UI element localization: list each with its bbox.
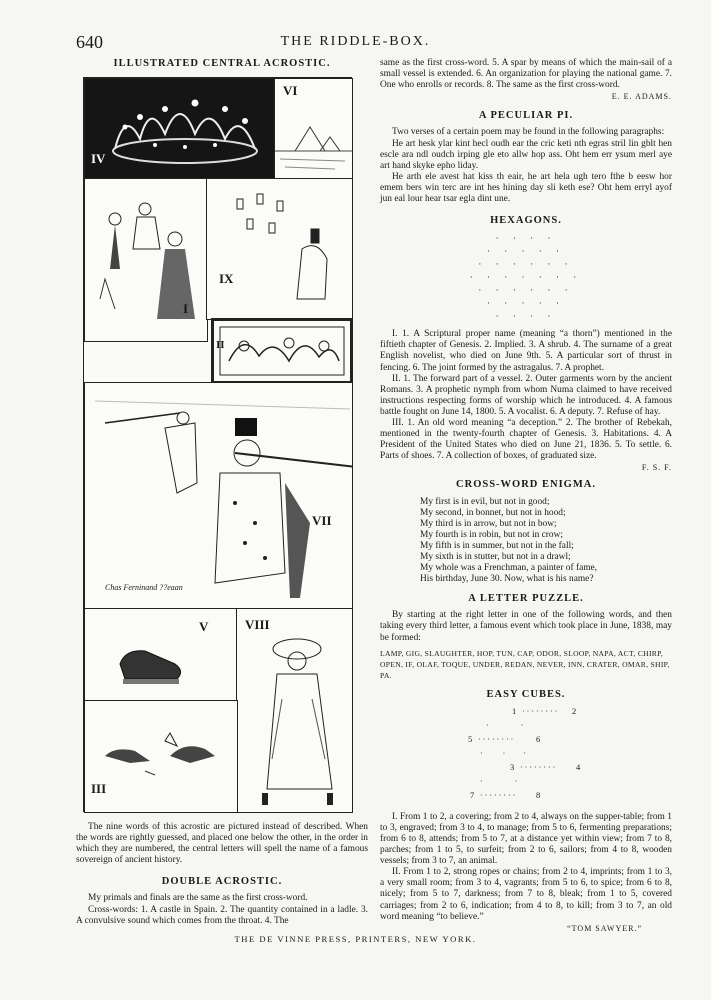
letter-puzzle-intro: By starting at the right letter in one of the following words, and then taking every third letter, a famous event which took place in June, 1838, may be formed: [380, 610, 672, 643]
double-acrostic-title: DOUBLE ACROSTIC. [161, 876, 283, 888]
enigma-line: My fifth is in summer, but not in the fall; [420, 540, 574, 551]
cubes-2-clues: II. From 1 to 2, strong ropes or chains; from 2 to 4, imprints; from 1 to 3, a very small room; from 3 to 4, vagrants; from 5 to 6, to spice; from 6 to 8, nicely; from 5 to 7, darkness; from 7 to 8, bleak; from 1 to 5, covered carriages; from 2 to 6, indication; from 4 to 8, to kill; from 3 to 7, an old word meaning “to believe.” [380, 867, 672, 922]
cube-label-4: 4 [576, 761, 581, 772]
cube-label-6: 6 [536, 733, 541, 744]
panel-shoe [84, 608, 238, 702]
cubes-1-clues: I. From 1 to 2, a covering; from 2 to 4, always on the supper-table; from 1 to 3, engraved; from 3 to 4, to manage; from 5 to 6, fermenting preparations; from 6 to 8, attends; from 5 to 7, at a distance yet within view; from 7 to 8, parches; from 1 to 5, to surfeit; from 2 to 6, sailors; from 4 to 8, wooden vessels; from 3 to 7, an animal. [380, 811, 672, 867]
numeral-vi: VI [283, 83, 298, 98]
left-column [76, 58, 368, 927]
double-acrostic-continued: same as the first cross-word. 5. A spar by means of which the main-sail of a small vessel is extended. 6. An organization for playing the national game. 7. One who enrolls or records. 8. The same as the first cross-word. [380, 58, 672, 91]
dancers-drawing [85, 179, 207, 341]
cube-dots: · · · · · · · · [522, 706, 558, 716]
cube-label-3: 3 [510, 761, 515, 772]
shoe-drawing [85, 609, 237, 701]
numeral-vii: VII [312, 513, 332, 528]
panel-crown [84, 78, 276, 180]
enigma-title: CROSS-WORD ENIGMA. [456, 479, 596, 491]
cube-dots: · · [480, 776, 518, 786]
cube-label-2: 2 [572, 705, 577, 716]
numeral-iv: IV [91, 151, 106, 166]
enigma-line: His birthday, June 30. Now, what is his name? [420, 574, 594, 585]
enigma-line: My whole was a Frenchman, a painter of fame, [420, 563, 598, 574]
cube-dots: · · [486, 720, 524, 730]
numeral-i: I [183, 301, 189, 316]
numeral-iii: III [91, 781, 107, 796]
numeral-ii: II [216, 339, 225, 351]
hexagon-dot-row: · · · · · [487, 298, 565, 309]
cube-dots: · · · · · · · · [478, 734, 514, 744]
running-head: THE RIDDLE-BOX. [280, 34, 431, 49]
enigma-line: My second, in bonnet, but not in hood; [420, 507, 566, 518]
printer-footer: THE DE VINNE PRESS, PRINTERS, NEW YORK. [234, 934, 477, 944]
enigma-line: My third is in arrow, but not in bow; [420, 518, 557, 529]
panel-dancers [84, 178, 208, 342]
pi-intro: Two verses of a certain poem may be found in the following paragraphs: [392, 127, 665, 138]
numeral-ix: IX [219, 271, 234, 286]
numeral-viii: VIII [245, 617, 270, 632]
enigma-line: My fourth is in robin, but not in crow; [420, 529, 563, 540]
hunter-drawing [85, 383, 352, 609]
double-acrostic-p1: My primals and finals are the same as the first cross-word. [88, 893, 308, 904]
acrostic-illustration [83, 77, 352, 812]
numeral-v: V [199, 619, 209, 634]
hexagon-dot-row: · · · · [495, 233, 557, 244]
double-acrostic-signature: E. E. ADAMS. [611, 92, 672, 102]
soldiers-drawing [207, 179, 352, 319]
pi-paragraph-2: He arth ele avest hat kiss th eair, he art hela ugh tero fthe b eesw hor emem bers win terc are int hes hining day sli keth ese? Oht hem erryl ayof jun eal lour hear tsar egla dint une. [380, 171, 672, 205]
pi-paragraph-1: He art hesk ylar kint hecl oudh ear the cric keti nth egras stril lin gblt hen escle ara ndl oudch irping gle eto allw hop ass. Oht hem err ysum merl aye art hand skyke epho liday. [380, 138, 672, 171]
cube-label-5: 5 [468, 733, 473, 744]
hexagon-dot-row: · · · · [495, 311, 557, 322]
acrostic-title: ILLUSTRATED CENTRAL ACROSTIC. [113, 58, 331, 69]
panel-girl [236, 608, 353, 813]
cube-dots: · · · · · · · · [480, 790, 516, 800]
hexagon-1-clues: I. 1. A Scriptural proper name (meaning “a thorn”) mentioned in the fiftieth chapter of Genesis. 2. Implied. 3. A shrub. 4. The surname of a great English novelist, who died on June 9th. 5. A particular sort of thrust in fencing. 6. The joint formed by the astragalus. 7. A prophet. [380, 329, 672, 373]
hexagon-dot-diagram [380, 232, 672, 323]
cube-label-7: 7 [470, 789, 475, 800]
enigma-line: My sixth is in stutter, but not in a drawl; [420, 552, 571, 562]
cube-dot-diagram [380, 706, 672, 806]
birds-drawing [85, 701, 237, 812]
panel-birds [84, 700, 238, 813]
panel-pyramids [274, 78, 353, 180]
letter-puzzle-title: A LETTER PUZZLE. [468, 593, 584, 605]
hexagon-3-clues: III. 1. An old word meaning “a deception.” 2. The brother of Rebekah, mentioned in the twenty-fourth chapter of Genesis. 3. Habitations. 4. A President of the United States who died on June 21, 1836. 5. To settle. 6. Parts of shoes. 7. A collection of boxes, of graduated size. [380, 417, 672, 462]
cube-dots: · · · [480, 748, 526, 758]
panel-lace [211, 318, 353, 384]
cubes-title: EASY CUBES. [486, 688, 566, 700]
acrostic-description [76, 822, 368, 927]
panel-hunter [84, 382, 353, 610]
hexagon-2-clues: II. 1. The forward part of a vessel. 2. Outer garments worn by the ancient Romans. 3. A prophetic nymph from whom Numa claimed to have received instructions respecting forms of worship which he introduced. 4. A famous battle fought on June 14, 1800. 5. A vocalist. 6. A deputy. 7. Refuse of hay. [380, 373, 672, 417]
cubes-signature: “TOM SAWYER.” [567, 923, 642, 933]
hexagon-dot-row: · · · · · · [478, 285, 574, 296]
cube-dots: · · · · · · · · [520, 762, 556, 772]
pi-title: A PECULIAR PI. [478, 110, 574, 122]
double-acrostic-p2: Cross-words: 1. A castle in Spain. 2. The quantity contained in a ladle. 3. A convulsive sound which comes from the throat. 4. The [76, 904, 368, 926]
hexagons-title: HEXAGONS. [490, 215, 562, 227]
page-number: 640 [76, 32, 103, 52]
acrostic-intro: The nine words of this acrostic are pictured instead of described. When the words are rightly guessed, and placed one below the other, in the order in which they are numbered, the central letters will spell the name of a famous sovereign of ancient history. [76, 822, 368, 866]
letter-puzzle-words: LAMP, GIG, SLAUGHTER, HOP, TUN, CAP, ODOR, SLOOP, NAPA, ACT, CHIRP, OPEN, IF, OLAF, TOQUE, UNDER, REDAN, NEVER, INN, CRATER, OMAR, SHIP, PA. [380, 648, 670, 680]
hexagon-dot-row: · · · · · · [478, 259, 574, 270]
illustrator-signature: Chas Ferninand ??eaan [105, 583, 183, 592]
panel-soldiers [206, 178, 353, 320]
cube-label-1: 1 [512, 705, 517, 716]
hexagon-dot-row: · · · · · [487, 246, 565, 257]
hexagon-dot-row: · · · · · · · [469, 272, 583, 283]
girl-drawing [237, 609, 352, 812]
lace-drawing [214, 321, 350, 381]
cube-label-8: 8 [536, 789, 541, 800]
hexagons-signature: F. S. F. [641, 463, 672, 473]
crown-drawing [85, 79, 275, 179]
enigma-verse [380, 497, 672, 586]
enigma-line: My first is in evil, but not in good; [420, 496, 550, 507]
right-column [380, 58, 672, 934]
